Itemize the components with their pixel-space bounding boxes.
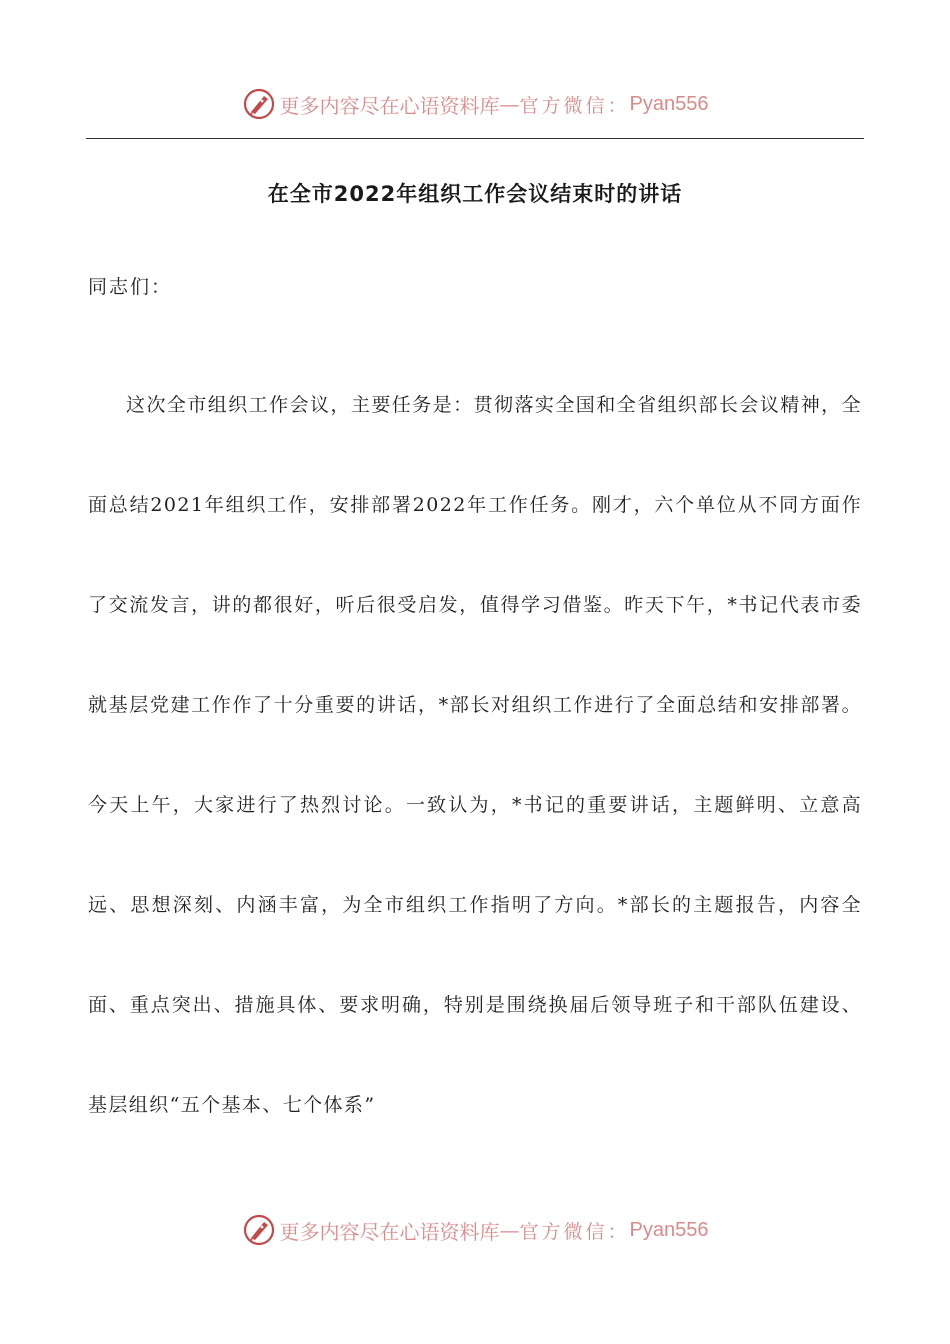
pen-nib-circle-icon [242, 1213, 276, 1247]
body-paragraph: 这次全市组织工作会议，主要任务是：贯彻落实全国和全省组织部长会议精神，全面总结2021年组织工作，安排部署2022年工作任务。刚才，六个单位从不同方面作了交流发言，讲的都很好，听后很受启发，值得学习借鉴。昨天下午，*书记代表市委就基层党建工作作了十分重要的讲话，*部长对组织工作进行了全面总结和安排部署。今天上午，大家进行了热烈讨论。一致认为，*书记的重要讲话，主题鲜明、立意高远、思想深刻、内涵丰富，为全市组织工作指明了方向。*部长的主题报告，内容全面、重点突出、措施具体、要求明确，特别是围绕换届后领导班子和干部队伍建设、基层组织“五个基本、七个体系” [88, 394, 862, 1116]
header-banner [0, 84, 950, 124]
banner-wechat-id: Pyan556 [629, 1218, 709, 1241]
banner-dash: — [499, 92, 520, 116]
banner-brand-text: 更多内容尽在心语资料库 [279, 1219, 500, 1244]
banner-wechat-label: 官方微信： [519, 1220, 630, 1243]
banner-wechat-id: Pyan556 [629, 92, 709, 115]
header-divider [86, 138, 864, 139]
footer-banner [0, 1210, 950, 1250]
banner-wechat-label: 官方微信： [519, 94, 630, 117]
banner-dash: — [499, 1218, 520, 1242]
document-title: 在全市2022年组织工作会议结束时的讲话 [267, 182, 683, 206]
pen-nib-circle-icon [242, 87, 276, 121]
salutation: 同志们： [88, 276, 173, 298]
banner-brand-text: 更多内容尽在心语资料库 [279, 93, 500, 118]
